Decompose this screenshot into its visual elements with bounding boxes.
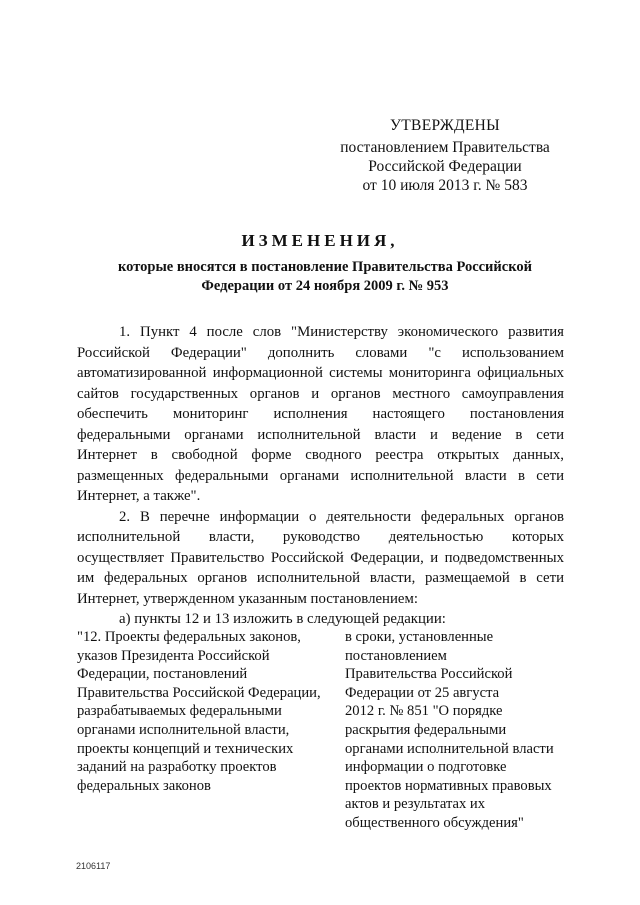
body-line: Интернет, утвержденном указанным постановлением: bbox=[77, 590, 418, 607]
body-line: Интернет в свободной форме сводного реестра открытых данных, bbox=[77, 447, 564, 463]
approval-line: постановлением Правительства bbox=[340, 139, 550, 156]
table-right-column bbox=[345, 628, 575, 833]
body-line: федеральными органами исполнительной власти и ведение в сети bbox=[77, 426, 564, 443]
document-body bbox=[77, 322, 564, 630]
table-cell-line: органами исполнительной власти bbox=[345, 740, 554, 757]
table-cell-line: информации о подготовке bbox=[345, 759, 507, 776]
table-cell-line: органами исполнительной власти, bbox=[77, 721, 290, 738]
table-cell-line: Федерации, постановлений bbox=[77, 666, 248, 683]
approval-stamp bbox=[330, 116, 560, 195]
table-cell-line: постановлением bbox=[345, 647, 447, 664]
body-line: сайтов государственных органов и органов местного самоуправления bbox=[77, 385, 564, 402]
body-line: автоматизированной информационной системы мониторинга официальных bbox=[77, 365, 564, 381]
table-cell-line: заданий на разработку проектов bbox=[77, 759, 277, 776]
document-subtitle bbox=[95, 258, 555, 296]
table-cell-line: Правительства Российской bbox=[345, 666, 513, 683]
subtitle-line: Федерации от 24 ноября 2009 г. № 953 bbox=[201, 278, 449, 294]
subtitle-line: которые вносятся в постановление Правительства Российской bbox=[118, 259, 532, 275]
approval-heading: УТВЕРЖДЕНЫ bbox=[390, 117, 500, 134]
body-line: им федеральных органов исполнительной власти, размещаемой в сети bbox=[77, 570, 564, 586]
body-line: 2. В перечне информации о деятельности федеральных органов bbox=[119, 508, 564, 525]
table-cell-line: в сроки, установленные bbox=[345, 629, 494, 645]
approval-line: Российской Федерации bbox=[368, 158, 522, 175]
table-left-column bbox=[77, 628, 327, 795]
approval-line: от 10 июля 2013 г. № 583 bbox=[362, 177, 528, 194]
document-title: ИЗМЕНЕНИЯ, bbox=[241, 231, 399, 250]
table-cell-line: указов Президента Российской bbox=[77, 647, 270, 664]
table-cell-line: разрабатываемых федеральными bbox=[77, 703, 282, 720]
body-line: 1. Пункт 4 после слов "Министерству экономического развития bbox=[119, 324, 564, 340]
table-cell-line: общественного обсуждения" bbox=[345, 814, 524, 831]
body-line: обеспечить мониторинг исполнения настоящего постановления bbox=[77, 406, 564, 422]
table-cell-line: "12. Проекты федеральных законов, bbox=[77, 629, 301, 645]
table-cell-line: 2012 г. № 851 "О порядке bbox=[345, 703, 503, 720]
table-cell-line: Правительства Российской Федерации, bbox=[77, 684, 321, 701]
table-cell-line: актов и результатах их bbox=[345, 796, 486, 813]
table-cell-line: проектов нормативных правовых bbox=[345, 777, 552, 794]
body-line: размещенных федеральными органами исполнительной власти в сети bbox=[77, 467, 564, 484]
document-code: 2106117 bbox=[76, 861, 111, 871]
body-line: Интернет, а также". bbox=[77, 488, 201, 504]
body-line: осуществляет Правительство Российской Федерации, и подведомственных bbox=[77, 549, 564, 566]
body-line: исполнительной власти, руководство деятельностью которых bbox=[77, 529, 564, 545]
table-cell-line: раскрытия федеральными bbox=[345, 721, 507, 738]
table-cell-line: Федерации от 25 августа bbox=[345, 684, 500, 701]
table-cell-line: федеральных законов bbox=[77, 777, 211, 794]
body-line: а) пункты 12 и 13 изложить в следующей редакции: bbox=[119, 611, 446, 627]
table-cell-line: проекты концепций и технических bbox=[77, 740, 294, 757]
body-line: Российской Федерации" дополнить словами "с использованием bbox=[77, 344, 564, 361]
